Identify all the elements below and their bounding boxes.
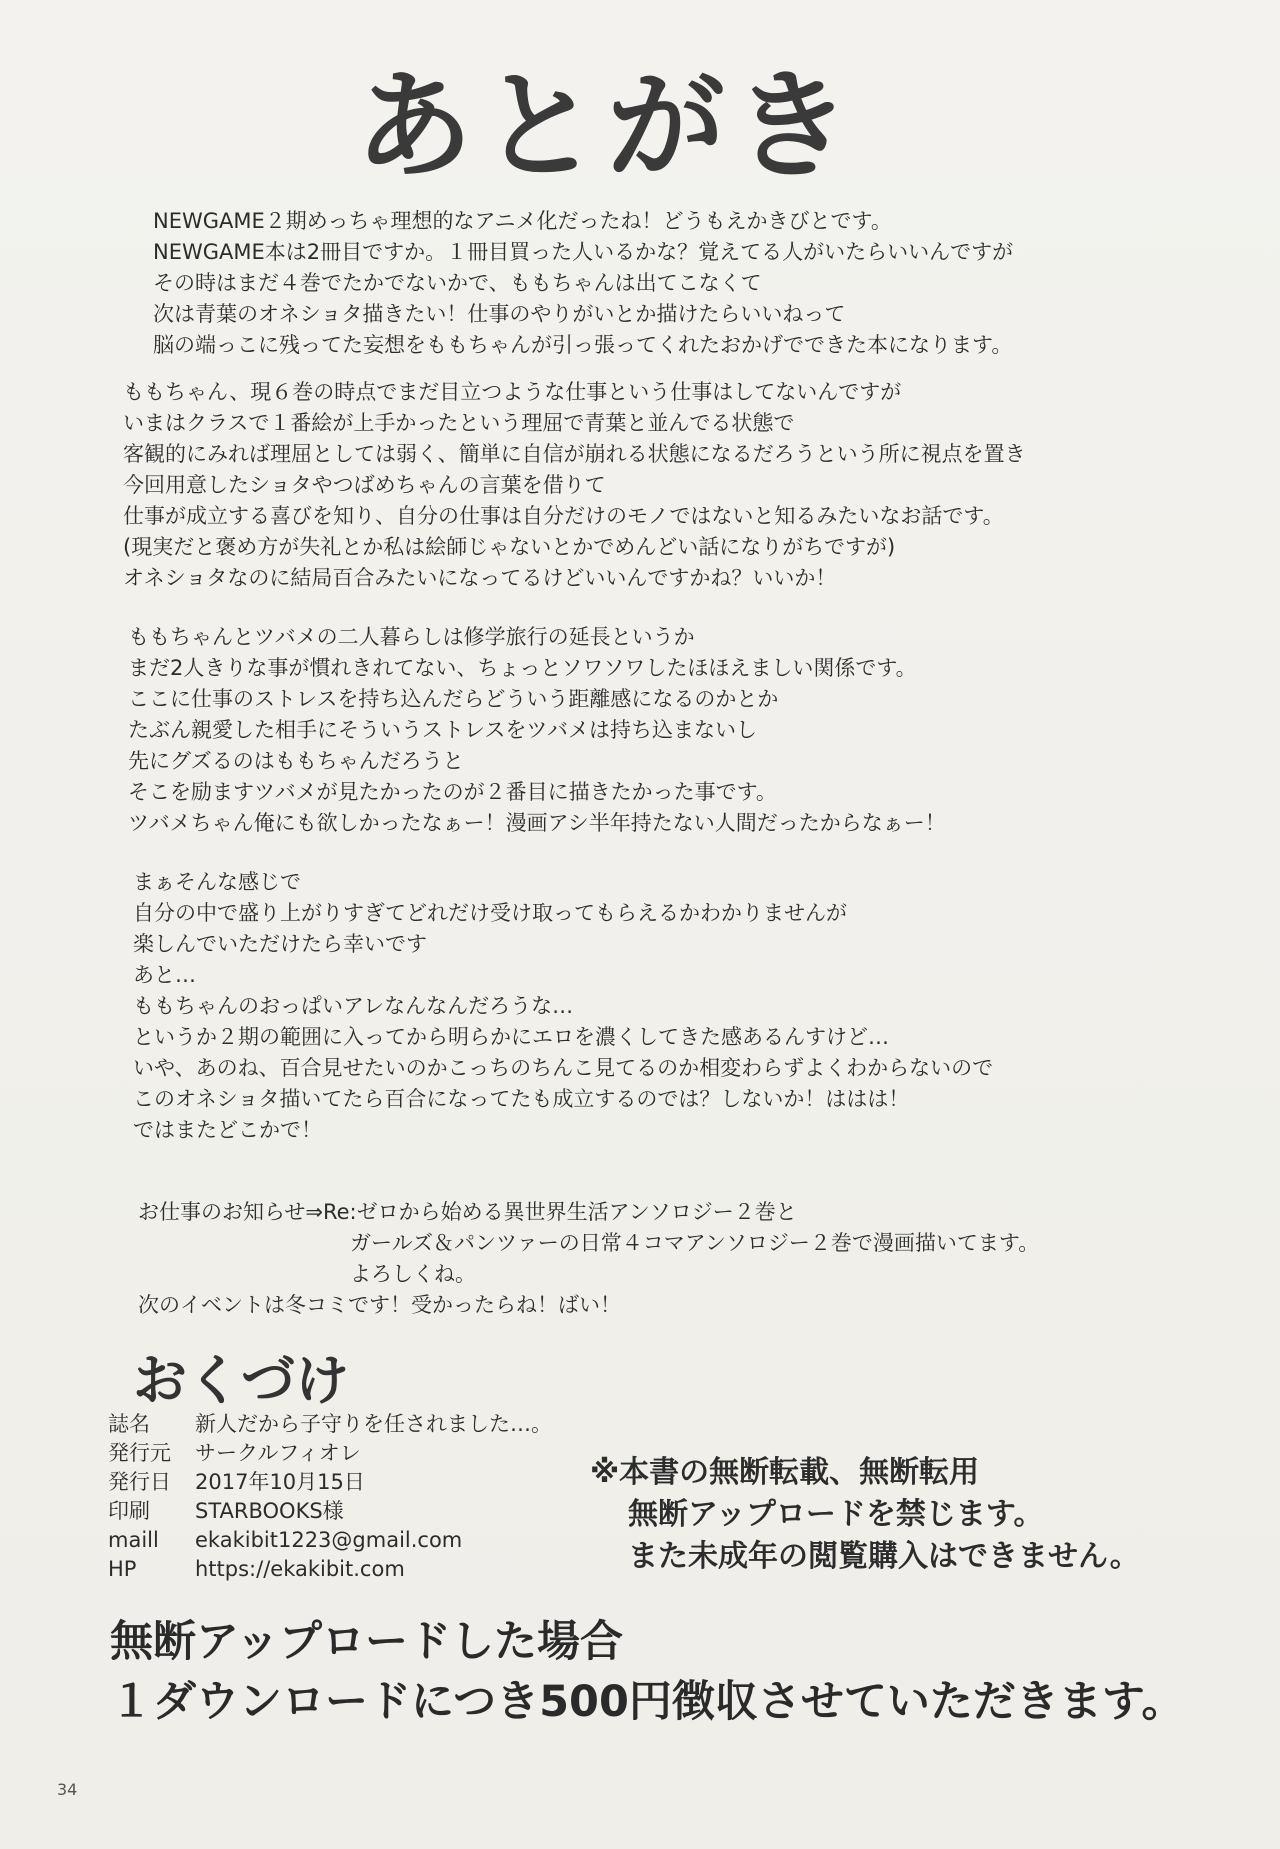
text-line: ではまたどこかで！ [133,1118,322,1142]
text-line: あと… [133,963,196,987]
colophon-row-printer [108,1497,552,1526]
text-line: ももちゃん、現６巻の時点でまだ目立つような仕事という仕事はしてないんですが [123,380,902,404]
upload-warning [110,1612,1184,1732]
colophon-value: 新人だから子守りを任されました…。 [195,1412,552,1436]
afterword-title: あとがき [355,57,860,195]
colophon-row-homepage [108,1555,552,1584]
colophon-value: STARBOOKS様 [195,1499,344,1523]
colophon-row-publisher [108,1439,552,1468]
colophon-label: 印刷 [108,1499,150,1523]
text-line: 脳の端っこに残ってた妄想をももちゃんが引っ張ってくれたおかげでできた本になります。 [153,333,1013,357]
text-line: ここに仕事のストレスを持ち込んだらどういう距離感になるのかとか [128,687,779,711]
text-line: 自分の中で盛り上がりすぎてどれだけ受け取ってもらえるかわかりませんが [133,901,847,925]
text-line: たぶん親愛した相手にそういうストレスをツバメは持ち込まないし [128,718,757,742]
text-line: 楽しんでいただけたら幸いです [133,932,427,956]
text-line: というか２期の範囲に入ってから明らかにエロを濃くしてきた感あるんすけど… [133,1025,889,1049]
colophon-value: ekakibit1223@gmail.com [195,1528,463,1552]
colophon-value: サークルフィオレ [195,1441,361,1465]
text-line: ツバメちゃん俺にも欲しかったなぁー！漫画アシ半年持たない人間だったからなぁー！ [128,811,946,835]
text-line: NEWGAME本は2冊目ですか。１冊目買った人いるかな？覚えてる人がいたらいいんですが [153,240,1014,264]
work-notice-line: お仕事のお知らせ⇒Re:ゼロから始める異世界生活アンソロジー２巻と [138,1200,797,1224]
rights-line: ※本書の無断転載、無断転用 [590,1455,980,1490]
text-line: NEWGAME２期めっちゃ理想的なアニメ化だったね！どうもえかきびとです。 [153,209,892,233]
afterword-paragraph-3 [128,622,946,839]
text-line: 先にグズるのはももちゃんだろうと [128,749,464,773]
colophon-value: https://ekakibit.com [195,1557,405,1581]
text-line: ももちゃんのおっぱいアレなんなんだろうな… [133,994,574,1018]
text-line: まだ2人きりな事が慣れきれてない、ちょっとソワソワしたほほえましい関係です。 [128,656,917,680]
text-line: まぁそんな感じで [133,870,301,894]
warning-line: １ダウンロードにつき500円徴収させていただきます。 [110,1677,1185,1727]
text-line: 今回用意したショタやつばめちゃんの言葉を借りて [123,473,606,497]
text-line: その時はまだ４巻でたかでないかで、ももちゃんは出てこなくて [153,271,762,295]
text-line: (現実だと褒め方が失礼とか私は絵師じゃないとかでめんどい話になりがちですが) [123,535,896,559]
text-line: いや、あのね、百合見せたいのかこっちのちんこ見てるのか相変わらずよくわからないので [133,1056,994,1080]
rights-notice [590,1452,1140,1578]
afterword-paragraph-4 [133,867,993,1146]
text-line: 仕事が成立する喜びを知り、自分の仕事は自分だけのモノではないと知るみたいなお話です。 [123,504,1004,528]
colophon-row-mail [108,1526,552,1555]
text-line: 客観的にみれば理屈としては弱く、簡単に自信が崩れる状態になるだろうという所に視点を置き [123,442,1026,466]
colophon-label: maill [108,1528,159,1552]
text-line: オネショタなのに結局百合みたいになってるけどいいんですかね？いいか！ [123,566,837,590]
text-line: そこを励ますツバメが見たかったのが２番目に描きたかった事です。 [128,780,777,804]
rights-line: 無断アップロードを禁じます。 [628,1497,1044,1532]
text-line: このオネショタ描いてたら百合になってたも成立するのでは？しないか！ははは！ [133,1087,910,1111]
afterword-paragraph-2 [123,377,1026,594]
text-line: 次は青葉のオネショタ描きたい！仕事のやりがいとか描けたらいいねって [153,302,846,326]
colophon-heading: おくづけ [133,1349,349,1412]
work-notice-line: ガールズ＆パンツァーの日常４コマアンソロジー２巻で漫画描いてます。 [350,1231,1040,1255]
colophon-details [108,1410,552,1584]
event-notice-line: 次のイベントは冬コミです！受かったらね！ばい！ [138,1293,621,1317]
colophon-row-date [108,1468,552,1497]
warning-line: 無断アップロードした場合 [110,1617,623,1667]
colophon-label: 発行元 [108,1441,171,1465]
page-number: 34 [57,1780,78,1799]
colophon-value: 2017年10月15日 [195,1470,365,1494]
text-line: ももちゃんとツバメの二人暮らしは修学旅行の延長というか [128,625,695,649]
colophon-label: HP [108,1557,137,1581]
work-notice-line: よろしくね。 [350,1262,476,1286]
colophon-label: 誌名 [108,1412,150,1436]
colophon-row-title [108,1410,552,1439]
afterword-paragraph-1 [153,206,1013,361]
rights-line: また未成年の閲覧購入はできません。 [628,1539,1140,1574]
text-line: いまはクラスで１番絵が上手かったという理屈で青葉と並んでる状態で [123,411,795,435]
colophon-label: 発行日 [108,1470,171,1494]
